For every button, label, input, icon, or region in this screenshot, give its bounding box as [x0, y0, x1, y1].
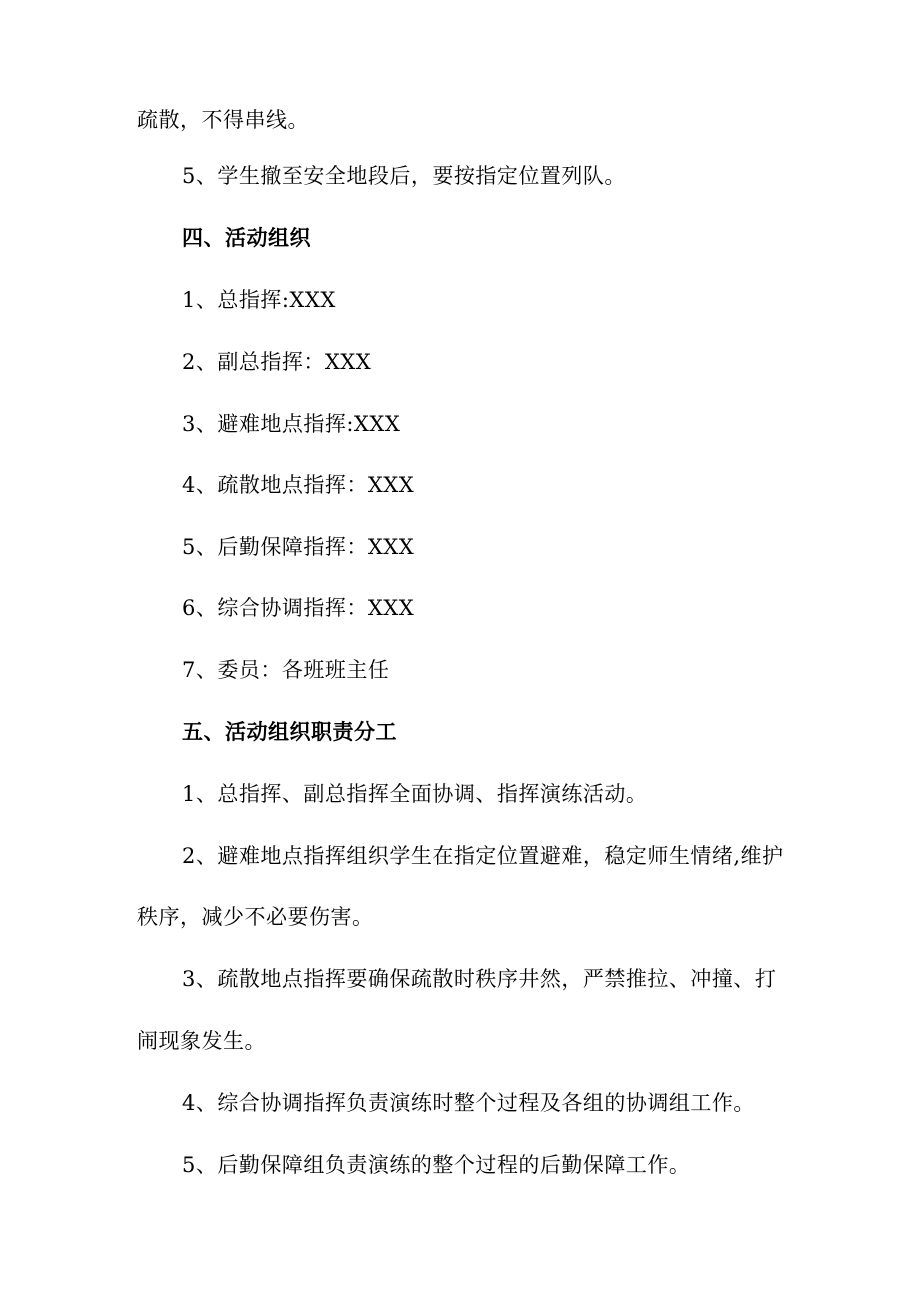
list-item: 5、后勤保障指挥：XXX — [182, 535, 415, 559]
list-item: 7、委员：各班班主任 — [182, 658, 390, 682]
paragraph-item: 5、后勤保障组负责演练的整个过程的后勤保障工作。 — [182, 1153, 691, 1177]
paragraph-item: 2、避难地点指挥组织学生在指定位置避难，稳定师生情绪,维护 — [182, 844, 784, 868]
paragraph-item: 5、学生撤至安全地段后，要按指定位置列队。 — [182, 164, 626, 188]
paragraph-continuation: 疏散，不得串线。 — [137, 108, 309, 132]
paragraph-item: 1、总指挥、副总指挥全面协调、指挥演练活动。 — [182, 782, 648, 806]
list-item: 6、综合协调指挥：XXX — [182, 596, 415, 620]
list-item: 3、避难地点指挥:XXX — [182, 412, 401, 436]
list-item: 1、总指挥:XXX — [182, 288, 336, 312]
section-heading-5: 五、活动组织职责分工 — [182, 720, 397, 744]
paragraph-continuation: 秩序，减少不必要伤害。 — [137, 905, 374, 929]
section-heading-4: 四、活动组织 — [182, 226, 311, 250]
paragraph-item: 3、疏散地点指挥要确保疏散时秩序井然，严禁推拉、冲撞、打 — [182, 967, 777, 991]
list-item: 2、副总指挥：XXX — [182, 350, 372, 374]
paragraph-continuation: 闹现象发生。 — [137, 1029, 266, 1053]
paragraph-item: 4、综合协调指挥负责演练时整个过程及各组的协调组工作。 — [182, 1091, 755, 1115]
list-item: 4、疏散地点指挥：XXX — [182, 473, 415, 497]
